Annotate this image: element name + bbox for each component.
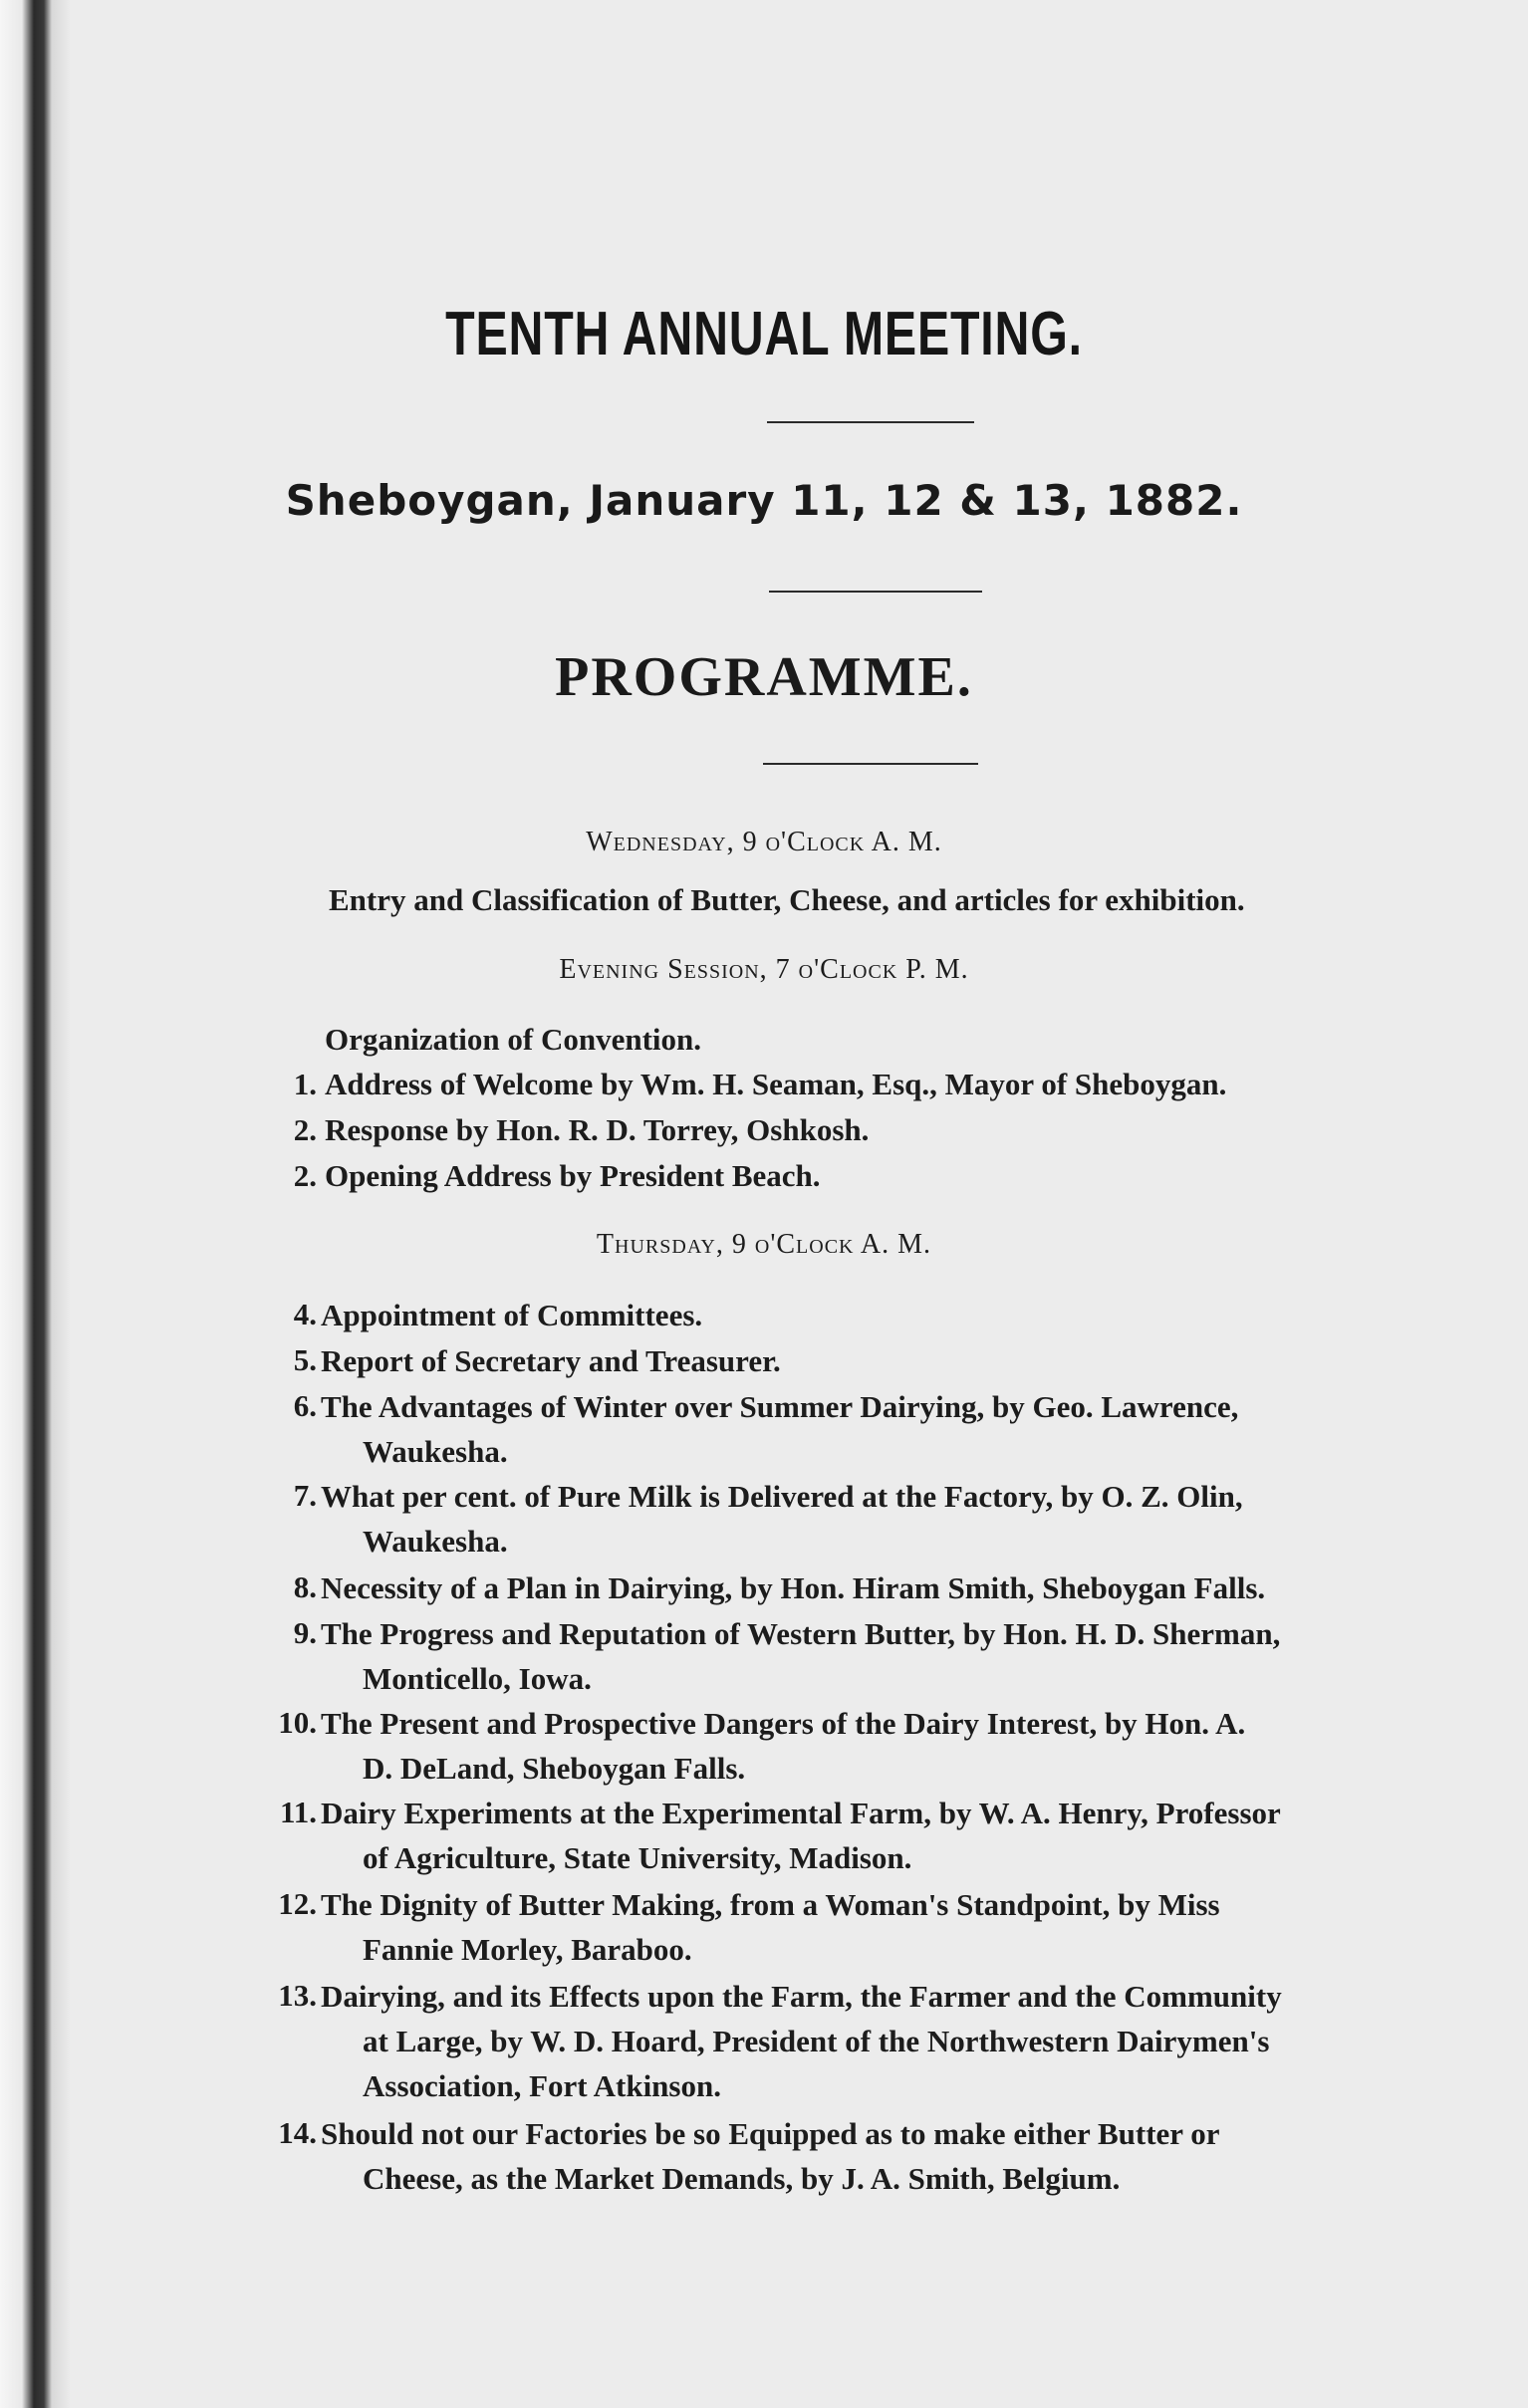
item-line-continued: Association, Fort Atkinson. bbox=[363, 2068, 721, 2103]
item-number: 13. bbox=[278, 1978, 317, 2013]
divider-rule bbox=[769, 591, 982, 593]
item-text bbox=[321, 1474, 1456, 1564]
item-number: 8. bbox=[293, 1569, 317, 1604]
item-line: Necessity of a Plan in Dairying, by Hon. Hiram Smith, Sheboygan Falls. bbox=[321, 1570, 1266, 1605]
page-title: TENTH ANNUAL MEETING. bbox=[445, 300, 1083, 368]
item-line: Dairying, and its Effects upon the Farm, the Farmer and the Community bbox=[321, 1979, 1282, 2014]
item-text bbox=[321, 2111, 1456, 2201]
item-number: 9. bbox=[293, 1615, 317, 1650]
item-number: 14. bbox=[278, 2115, 317, 2150]
item-number: 12. bbox=[278, 1886, 317, 1921]
item-line-continued: Cheese, as the Market Demands, by J. A. Smith, Belgium. bbox=[363, 2161, 1121, 2196]
item-line-continued: Waukesha. bbox=[363, 1524, 508, 1559]
divider-rule bbox=[763, 763, 978, 765]
item-text: Opening Address by President Beach. bbox=[325, 1158, 821, 1193]
wednesday-text: Entry and Classification of Butter, Cheese, and articles for exhibition. bbox=[329, 882, 1245, 917]
item-line: Report of Secretary and Treasurer. bbox=[321, 1343, 781, 1378]
item-line: Should not our Factories be so Equipped as to make either Butter or bbox=[321, 2116, 1220, 2151]
item-text bbox=[321, 1565, 1456, 1610]
item-number: 6. bbox=[293, 1388, 317, 1423]
item-text bbox=[321, 1338, 1456, 1383]
evening-intro: Organization of Convention. bbox=[325, 1022, 702, 1057]
item-text bbox=[321, 1791, 1456, 1880]
item-line: Appointment of Committees. bbox=[321, 1298, 703, 1332]
item-number: 2. bbox=[293, 1158, 317, 1193]
wednesday-heading: Wednesday, 9 o'Clock A. M. bbox=[586, 827, 942, 857]
item-line-continued: of Agriculture, State University, Madison. bbox=[363, 1840, 912, 1875]
thursday-heading: Thursday, 9 o'Clock A. M. bbox=[596, 1229, 932, 1260]
item-line: What per cent. of Pure Milk is Delivered at the Factory, by O. Z. Olin, bbox=[321, 1479, 1243, 1514]
item-text bbox=[321, 1974, 1456, 2108]
item-number: 10. bbox=[278, 1705, 317, 1740]
item-line: The Progress and Reputation of Western Butter, by Hon. H. D. Sherman, bbox=[321, 1616, 1281, 1651]
programme-heading: PROGRAMME. bbox=[555, 646, 973, 708]
item-text: Response by Hon. R. D. Torrey, Oshkosh. bbox=[325, 1112, 870, 1147]
item-line-continued: D. DeLand, Sheboygan Falls. bbox=[363, 1751, 746, 1786]
item-text bbox=[321, 1701, 1456, 1791]
item-number: 1. bbox=[293, 1067, 317, 1101]
item-text bbox=[321, 1293, 1456, 1337]
item-line: The Present and Prospective Dangers of the Dairy Interest, by Hon. A. bbox=[321, 1706, 1246, 1741]
divider-rule bbox=[767, 421, 974, 423]
item-text: Address of Welcome by Wm. H. Seaman, Esq., Mayor of Sheboygan. bbox=[325, 1067, 1227, 1101]
place-date-heading: Sheboygan, January 11, 12 & 13, 1882. bbox=[285, 476, 1243, 525]
item-number: 7. bbox=[293, 1478, 317, 1513]
item-line-continued: Monticello, Iowa. bbox=[363, 1661, 592, 1696]
item-text bbox=[321, 1384, 1456, 1474]
item-number: 4. bbox=[293, 1297, 317, 1331]
item-line-continued: Fannie Morley, Baraboo. bbox=[363, 1932, 692, 1967]
item-line: Dairy Experiments at the Experimental Farm, by W. A. Henry, Professor bbox=[321, 1796, 1281, 1830]
item-number: 2. bbox=[293, 1112, 317, 1147]
item-text bbox=[321, 1882, 1456, 1972]
item-line: The Dignity of Butter Making, from a Woman's Standpoint, by Miss bbox=[321, 1887, 1220, 1922]
item-line-continued: Waukesha. bbox=[363, 1434, 508, 1469]
item-number: 11. bbox=[279, 1795, 317, 1829]
item-number: 5. bbox=[293, 1342, 317, 1377]
item-line: The Advantages of Winter over Summer Dairying, by Geo. Lawrence, bbox=[321, 1389, 1239, 1424]
item-line-continued: at Large, by W. D. Hoard, President of the Northwestern Dairymen's bbox=[363, 2024, 1270, 2058]
item-text bbox=[321, 1611, 1456, 1701]
evening-heading: Evening Session, 7 o'Clock P. M. bbox=[559, 954, 969, 985]
